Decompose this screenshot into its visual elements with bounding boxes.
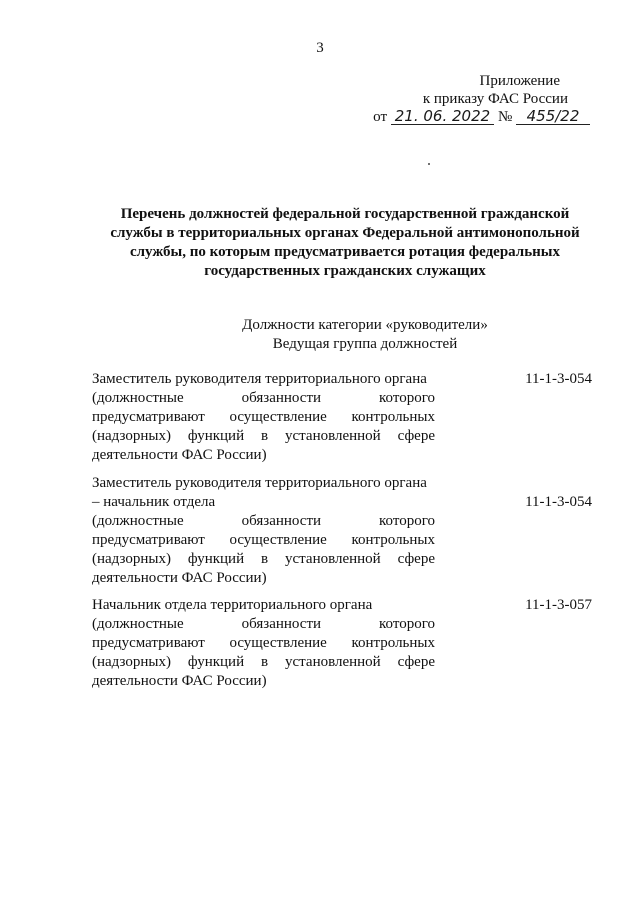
appendix-block	[300, 72, 590, 126]
position-line: деятельности ФАС России)	[92, 447, 267, 463]
handwritten-date: 21. 06. 2022	[391, 108, 494, 125]
page-number: 3	[316, 40, 324, 56]
position-line: деятельности ФАС России)	[92, 673, 267, 689]
position-line: деятельности ФАС России)	[92, 570, 267, 586]
position-line: предусматривают осуществление контрольных	[92, 635, 435, 651]
position-line: (должностные обязанности которого	[92, 616, 435, 632]
position-code: 11-1-3-054	[525, 494, 592, 510]
position-code: 11-1-3-054	[525, 371, 592, 387]
position-line: Заместитель руководителя территориального органа	[92, 475, 427, 491]
title-line: государственных гражданских служащих	[204, 263, 486, 279]
position-line: предусматривают осуществление контрольных	[92, 409, 435, 425]
position-line: Начальник отдела территориального органа	[92, 597, 373, 613]
position-line: (надзорных) функций в установленной сфере	[92, 551, 435, 567]
position-description	[92, 474, 435, 588]
date-prefix: от	[373, 109, 388, 125]
number-prefix: №	[497, 109, 513, 125]
position-line: предусматривают осуществление контрольных	[92, 532, 435, 548]
position-entry	[92, 596, 592, 691]
position-line: (должностные обязанности которого	[92, 513, 435, 529]
appendix-order-ref: к приказу ФАС России	[422, 91, 568, 107]
dot-mark	[428, 163, 430, 165]
title-line: службы в территориальных органах Федеральной антимонопольной	[110, 225, 580, 241]
position-code: 11-1-3-057	[525, 597, 592, 613]
category-heading	[200, 316, 530, 354]
document-title	[80, 205, 610, 281]
position-description	[92, 370, 435, 465]
position-line: – начальник отдела	[92, 494, 216, 510]
category-group: Ведущая группа должностей	[272, 336, 458, 352]
handwritten-number: 455/22	[516, 108, 590, 125]
position-entry	[92, 474, 592, 588]
appendix-title: Приложение	[479, 73, 560, 89]
category-title: Должности категории «руководители»	[242, 317, 488, 333]
appendix-date-line	[300, 108, 590, 126]
title-line: Перечень должностей федеральной государственной гражданской	[120, 206, 570, 222]
position-line: (надзорных) функций в установленной сфере	[92, 428, 435, 444]
position-line: (должностные обязанности которого	[92, 390, 435, 406]
position-line: (надзорных) функций в установленной сфере	[92, 654, 435, 670]
position-entry	[92, 370, 592, 465]
position-description	[92, 596, 435, 691]
title-line: службы, по которым предусматривается ротация федеральных	[129, 244, 561, 260]
position-line: Заместитель руководителя территориального органа	[92, 371, 427, 387]
